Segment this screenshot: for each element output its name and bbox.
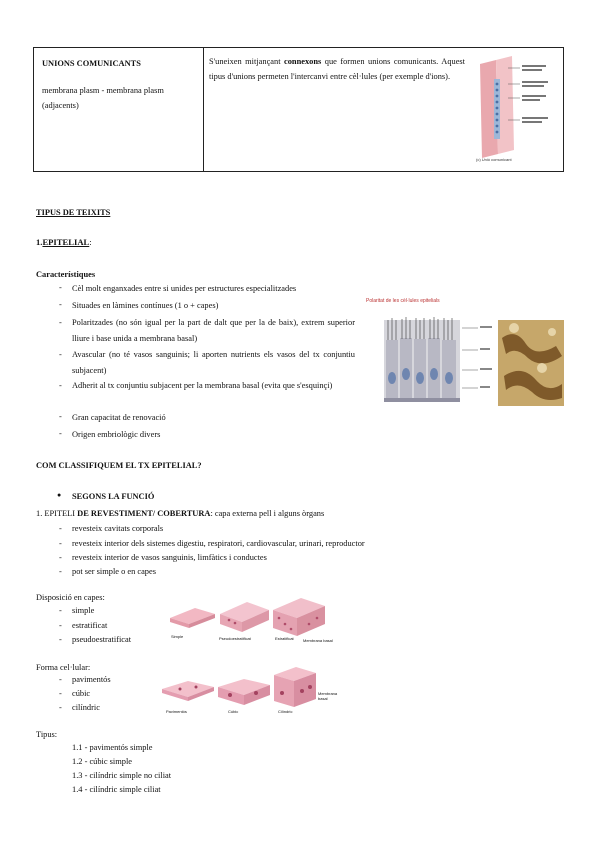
list-item: cilíndric [72,703,100,712]
list-item: pseudoestratificat [72,635,132,644]
list-item: revesteix cavitats corporals [72,524,164,533]
layer-arrangement-figure: Simple Pseudoestratificat Estratificat Membrana basal [165,596,335,646]
unions-right-cell [204,48,564,172]
list-item: estratificat [72,621,108,630]
list-item: Situades en làmines contínues (1 o + capes) [72,301,219,310]
classify-heading: COM CLASSIFIQUEM EL TX EPITELIAL? [36,461,202,470]
characteristics-heading: Característiques [36,270,96,279]
list-item: 1.2 - cúbic simple [72,757,133,766]
list-item: Polaritzades (no són igual per la part de dalt que per la de baix), extrem superior lliure i base unida a membrana basal) [72,318,355,343]
gap-junction-figure [472,54,557,166]
unions-table [33,47,564,172]
list-item: simple [72,606,95,615]
revestiment-heading: 1. EPITELI DE REVESTIMENT/ COBERTURA: capa externa pell i alguns òrgans [36,509,325,518]
connexons-term: connexons [284,57,322,66]
section-title: TIPUS DE TEIXITS [36,208,111,217]
list-item: 1.1 - pavimentós simple [72,743,153,752]
gap-junction-caption: (c) Unió comunicant [476,157,512,162]
list-item: Gran capacitat de renovació [72,413,166,422]
disposicio-heading: Disposició en capes: [36,593,105,602]
list-item: 1.4 - cilíndric simple ciliat [72,785,161,794]
cell-shape-figure: Pavimentós Cúbic Cilíndric Membrana basal [160,665,340,717]
function-bullet-label: SEGONS LA FUNCIÓ [72,492,155,501]
tipus-heading: Tipus: [36,730,58,739]
list-item: 1.3 - cilíndric simple no ciliat [72,771,172,780]
unions-left-cell [34,48,204,172]
polarity-figure-caption: Polaritat de les cèl·lules epitelials [366,298,440,304]
list-item: Origen embriològic divers [72,430,161,439]
list-item: pavimentós [72,675,111,684]
list-item: Cèl molt enganxades entre si unides per estructures especialitzades [72,284,297,293]
list-item: cúbic [72,689,91,698]
list-item: revesteix interior de vasos sanguinis, limfàtics i conductes [72,553,267,562]
forma-heading: Forma cel·lular: [36,663,91,672]
list-item: pot ser simple o en capes [72,567,156,576]
list-item: revesteix interior dels sistemes digestiu, respiratori, cardiovascular, urinari, reproductor [72,539,365,548]
unions-title: UNIONS COMUNICANTS [42,59,141,68]
list-item: Adherit al tx conjuntiu subjacent per la membrana basal (evita que s'esquinçi) [72,381,333,390]
epithelial-polarity-figure [366,298,566,413]
epitelial-heading: 1.EPITELIAL: [36,237,92,247]
unions-subtitle: membrana plasm - membrana plasm (adjacents) [42,86,164,110]
unions-description: S'uneixen mitjançant connexons que formen unions comunicants. Aquest tipus d'unions permeten l'intercanvi entre cèl·lules (per exemple d'ions). [209,57,466,81]
bullet-icon: ● [57,491,62,499]
list-item: Avascular (no té vasos sanguinis; li aporten nutrients els vasos del tx conjuntiu subjacent) [72,350,355,375]
